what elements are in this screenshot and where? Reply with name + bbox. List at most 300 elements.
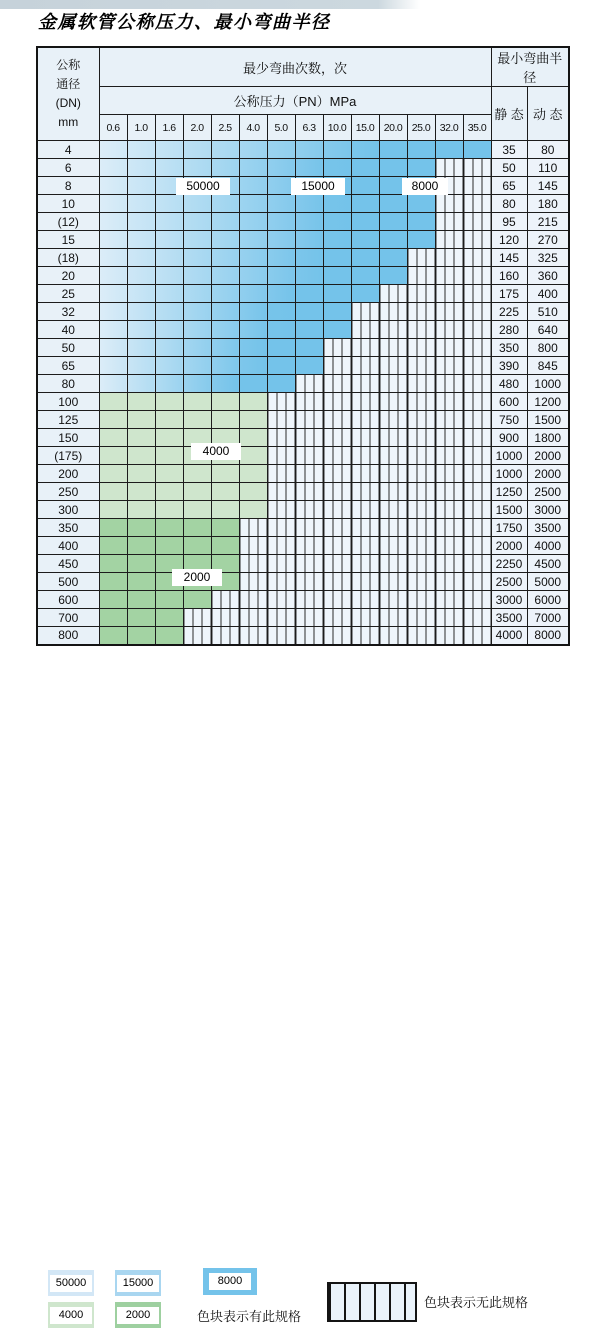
pressure-tick: 4.0 xyxy=(239,115,267,141)
spec-cell-available xyxy=(239,339,267,357)
spec-cell-available xyxy=(379,267,407,285)
static-radius-value: 2000 xyxy=(491,537,527,555)
spec-cell-available xyxy=(99,555,127,573)
page-title: 金属软管公称压力、最小弯曲半径 xyxy=(38,12,331,33)
table-row xyxy=(37,411,569,429)
static-radius-value: 390 xyxy=(491,357,527,375)
spec-cell-unavailable xyxy=(407,537,435,555)
spec-cell-available xyxy=(127,249,155,267)
spec-cell-available xyxy=(127,375,155,393)
static-radius-value: 225 xyxy=(491,303,527,321)
pressure-spec-table xyxy=(36,46,570,646)
static-radius-value: 2500 xyxy=(491,573,527,591)
spec-cell-unavailable xyxy=(435,339,463,357)
table-row xyxy=(37,519,569,537)
spec-cell-available xyxy=(99,141,127,159)
spec-cell-available xyxy=(211,303,239,321)
spec-cell-available xyxy=(99,195,127,213)
spec-cell-available xyxy=(295,321,323,339)
table-row xyxy=(37,303,569,321)
spec-cell-available xyxy=(211,249,239,267)
spec-cell-unavailable xyxy=(351,609,379,627)
spec-cell-available xyxy=(323,141,351,159)
dn-value: 4 xyxy=(37,141,99,159)
dynamic-radius-value: 400 xyxy=(527,285,569,303)
spec-cell-available xyxy=(155,393,183,411)
spec-cell-unavailable xyxy=(295,411,323,429)
spec-cell-available xyxy=(155,447,183,465)
spec-cell-unavailable xyxy=(435,159,463,177)
spec-cell-unavailable xyxy=(351,519,379,537)
dn-value: 10 xyxy=(37,195,99,213)
legend-swatch xyxy=(48,1270,94,1296)
spec-cell-available xyxy=(295,231,323,249)
dynamic-radius-value: 1000 xyxy=(527,375,569,393)
spec-cell-available xyxy=(99,267,127,285)
spec-cell-available xyxy=(407,159,435,177)
spec-cell-available xyxy=(155,303,183,321)
dn-value: 200 xyxy=(37,465,99,483)
spec-cell-unavailable xyxy=(463,519,491,537)
spec-cell-available xyxy=(99,537,127,555)
spec-cell-unavailable xyxy=(295,465,323,483)
dn-value: 100 xyxy=(37,393,99,411)
spec-cell-available xyxy=(211,231,239,249)
spec-cell-available xyxy=(295,267,323,285)
dn-value: 400 xyxy=(37,537,99,555)
spec-cell-unavailable xyxy=(407,465,435,483)
spec-cell-unavailable xyxy=(435,285,463,303)
spec-cell-available xyxy=(351,195,379,213)
spec-cell-unavailable xyxy=(379,519,407,537)
spec-cell-unavailable xyxy=(267,537,295,555)
dynamic-radius-value: 80 xyxy=(527,141,569,159)
spec-cell-unavailable xyxy=(463,357,491,375)
spec-cell-unavailable xyxy=(323,483,351,501)
spec-cell-unavailable xyxy=(407,555,435,573)
spec-cell-unavailable xyxy=(463,537,491,555)
spec-cell-unavailable xyxy=(351,447,379,465)
spec-cell-unavailable xyxy=(267,465,295,483)
spec-cell-unavailable xyxy=(267,447,295,465)
table-row xyxy=(37,357,569,375)
dn-value: 6 xyxy=(37,159,99,177)
spec-cell-available xyxy=(239,375,267,393)
bend-radius-header: 最小弯曲半径 xyxy=(491,47,569,87)
spec-cell-unavailable xyxy=(351,429,379,447)
spec-cell-available xyxy=(211,357,239,375)
table-row xyxy=(37,447,569,465)
spec-cell-available xyxy=(239,249,267,267)
spec-cell-available xyxy=(211,519,239,537)
dn-value: 300 xyxy=(37,501,99,519)
pressure-tick: 2.5 xyxy=(211,115,239,141)
dynamic-radius-value: 4500 xyxy=(527,555,569,573)
static-radius-value: 2250 xyxy=(491,555,527,573)
spec-cell-available xyxy=(239,411,267,429)
pressure-tick: 1.6 xyxy=(155,115,183,141)
spec-cell-unavailable xyxy=(407,267,435,285)
spec-cell-available xyxy=(295,357,323,375)
dn-value: 250 xyxy=(37,483,99,501)
table-row xyxy=(37,555,569,573)
spec-cell-available xyxy=(127,267,155,285)
spec-cell-unavailable xyxy=(435,573,463,591)
spec-cell-unavailable xyxy=(463,339,491,357)
spec-cell-unavailable xyxy=(267,573,295,591)
spec-cell-available xyxy=(99,159,127,177)
spec-cell-available xyxy=(239,267,267,285)
pressure-tick: 20.0 xyxy=(379,115,407,141)
static-radius-value: 1000 xyxy=(491,465,527,483)
spec-cell-available xyxy=(295,303,323,321)
spec-cell-available xyxy=(99,375,127,393)
spec-cell-available xyxy=(155,519,183,537)
spec-cell-unavailable xyxy=(379,303,407,321)
spec-cell-unavailable xyxy=(267,411,295,429)
spec-cell-unavailable xyxy=(323,609,351,627)
spec-cell-available xyxy=(267,141,295,159)
spec-cell-available xyxy=(351,213,379,231)
spec-cell-available xyxy=(407,141,435,159)
spec-cell-available xyxy=(295,213,323,231)
spec-cell-available xyxy=(239,465,267,483)
dn-value: 32 xyxy=(37,303,99,321)
spec-cell-available xyxy=(127,177,155,195)
dynamic-radius-value: 110 xyxy=(527,159,569,177)
spec-cell-unavailable xyxy=(351,411,379,429)
spec-cell-available xyxy=(127,303,155,321)
spec-cell-available xyxy=(211,501,239,519)
dn-value: (12) xyxy=(37,213,99,231)
static-radius-value: 3000 xyxy=(491,591,527,609)
spec-cell-available xyxy=(155,339,183,357)
spec-cell-unavailable xyxy=(407,321,435,339)
spec-cell-available xyxy=(239,177,267,195)
spec-cell-unavailable xyxy=(379,555,407,573)
spec-cell-available xyxy=(239,501,267,519)
spec-cell-unavailable xyxy=(407,591,435,609)
spec-cell-available xyxy=(155,609,183,627)
spec-cell-unavailable xyxy=(407,411,435,429)
legend-swatch-label: 50000 xyxy=(50,1275,92,1292)
spec-cell-available xyxy=(155,411,183,429)
spec-cell-available xyxy=(323,303,351,321)
spec-cell-available xyxy=(267,195,295,213)
static-radius-value: 480 xyxy=(491,375,527,393)
static-radius-value: 1500 xyxy=(491,501,527,519)
spec-cell-available xyxy=(127,483,155,501)
spec-cell-available xyxy=(183,213,211,231)
spec-cell-unavailable xyxy=(379,537,407,555)
spec-cell-available xyxy=(99,609,127,627)
spec-cell-available xyxy=(211,537,239,555)
spec-cell-unavailable xyxy=(379,357,407,375)
spec-cell-available xyxy=(267,267,295,285)
spec-cell-unavailable xyxy=(463,213,491,231)
spec-cell-available xyxy=(183,231,211,249)
static-column-header: 静 态 xyxy=(491,87,527,141)
spec-cell-unavailable xyxy=(435,501,463,519)
legend-swatch-label: 15000 xyxy=(117,1275,159,1292)
spec-cell-unavailable xyxy=(379,375,407,393)
spec-cell-available xyxy=(435,141,463,159)
spec-cell-unavailable xyxy=(295,393,323,411)
spec-cell-unavailable xyxy=(407,249,435,267)
spec-cell-unavailable xyxy=(463,285,491,303)
spec-cell-available xyxy=(211,267,239,285)
spec-cell-available xyxy=(127,357,155,375)
dynamic-radius-value: 1500 xyxy=(527,411,569,429)
spec-cell-available xyxy=(211,285,239,303)
spec-cell-available xyxy=(351,285,379,303)
spec-cell-available xyxy=(267,213,295,231)
table-row xyxy=(37,195,569,213)
spec-cell-available xyxy=(183,195,211,213)
spec-cell-available xyxy=(239,303,267,321)
spec-cell-unavailable xyxy=(463,195,491,213)
spec-cell-available xyxy=(99,321,127,339)
spec-cell-available xyxy=(155,429,183,447)
dn-value: 150 xyxy=(37,429,99,447)
dynamic-radius-value: 3500 xyxy=(527,519,569,537)
header-row-1 xyxy=(37,47,569,87)
spec-cell-available xyxy=(323,213,351,231)
spec-cell-unavailable xyxy=(407,357,435,375)
spec-cell-available xyxy=(155,483,183,501)
spec-cell-available xyxy=(155,213,183,231)
dynamic-radius-value: 2000 xyxy=(527,465,569,483)
legend xyxy=(0,630,600,1324)
table-row xyxy=(37,375,569,393)
static-radius-value: 600 xyxy=(491,393,527,411)
spec-cell-available xyxy=(351,249,379,267)
dynamic-radius-value: 145 xyxy=(527,177,569,195)
spec-cell-available xyxy=(407,195,435,213)
spec-cell-unavailable xyxy=(323,375,351,393)
spec-cell-available xyxy=(183,411,211,429)
spec-cell-available xyxy=(127,447,155,465)
spec-cell-unavailable xyxy=(463,465,491,483)
spec-cell-unavailable xyxy=(435,321,463,339)
spec-cell-unavailable xyxy=(267,519,295,537)
table-row xyxy=(37,483,569,501)
spec-cell-available xyxy=(99,465,127,483)
spec-cell-available xyxy=(127,213,155,231)
spec-cell-available xyxy=(183,339,211,357)
spec-cell-unavailable xyxy=(463,177,491,195)
spec-cell-unavailable xyxy=(463,267,491,285)
legend-swatch-label: 4000 xyxy=(50,1307,92,1324)
spec-cell-unavailable xyxy=(239,573,267,591)
nominal-pressure-header: 公称压力（PN）MPa xyxy=(99,87,491,115)
spec-cell-unavailable xyxy=(463,159,491,177)
spec-cell-unavailable xyxy=(267,555,295,573)
legend-has-spec-text: 色块表示有此规格 xyxy=(197,1309,302,1324)
spec-cell-unavailable xyxy=(435,249,463,267)
dn-value: 350 xyxy=(37,519,99,537)
spec-cell-available xyxy=(239,357,267,375)
spec-cell-unavailable xyxy=(351,303,379,321)
table-row xyxy=(37,231,569,249)
spec-cell-available xyxy=(127,393,155,411)
spec-cell-available xyxy=(323,285,351,303)
spec-cell-unavailable xyxy=(323,501,351,519)
dynamic-radius-value: 180 xyxy=(527,195,569,213)
spec-cell-unavailable xyxy=(435,213,463,231)
dynamic-radius-value: 1800 xyxy=(527,429,569,447)
spec-cell-unavailable xyxy=(435,591,463,609)
spec-cell-unavailable xyxy=(463,231,491,249)
spec-cell-unavailable xyxy=(323,429,351,447)
spec-cell-unavailable xyxy=(267,501,295,519)
spec-cell-unavailable xyxy=(295,429,323,447)
spec-cell-unavailable xyxy=(295,573,323,591)
spec-cell-unavailable xyxy=(407,483,435,501)
spec-cell-unavailable xyxy=(351,483,379,501)
dynamic-column-header: 动 态 xyxy=(527,87,569,141)
spec-cell-available xyxy=(323,267,351,285)
spec-cell-available xyxy=(127,573,155,591)
dynamic-radius-value: 800 xyxy=(527,339,569,357)
spec-table-container xyxy=(36,46,570,646)
spec-cell-available xyxy=(155,591,183,609)
dn-column-header xyxy=(37,47,99,141)
dynamic-radius-value: 1200 xyxy=(527,393,569,411)
spec-cell-available xyxy=(183,285,211,303)
spec-cell-available xyxy=(295,159,323,177)
pressure-tick: 35.0 xyxy=(463,115,491,141)
pressure-tick: 15.0 xyxy=(351,115,379,141)
spec-cell-available xyxy=(127,537,155,555)
dynamic-radius-value: 2500 xyxy=(527,483,569,501)
spec-cell-available xyxy=(99,303,127,321)
spec-cell-unavailable xyxy=(379,321,407,339)
dynamic-radius-value: 640 xyxy=(527,321,569,339)
spec-cell-unavailable xyxy=(435,555,463,573)
spec-cell-available xyxy=(183,357,211,375)
spec-cell-available xyxy=(155,231,183,249)
spec-cell-available xyxy=(127,231,155,249)
spec-cell-available xyxy=(379,213,407,231)
spec-cell-unavailable xyxy=(463,303,491,321)
spec-cell-unavailable xyxy=(351,339,379,357)
dynamic-radius-value: 4000 xyxy=(527,537,569,555)
cycle-count-label: 2000 xyxy=(172,569,222,586)
cycle-count-label: 15000 xyxy=(291,178,345,195)
dn-value: 600 xyxy=(37,591,99,609)
table-row xyxy=(37,321,569,339)
spec-cell-available xyxy=(183,591,211,609)
dn-value: 65 xyxy=(37,357,99,375)
spec-cell-unavailable xyxy=(295,501,323,519)
spec-cell-available xyxy=(211,483,239,501)
spec-cell-available xyxy=(211,195,239,213)
spec-cell-unavailable xyxy=(351,357,379,375)
static-radius-value: 1750 xyxy=(491,519,527,537)
pressure-tick: 1.0 xyxy=(127,115,155,141)
spec-cell-available xyxy=(127,321,155,339)
spec-cell-unavailable xyxy=(407,339,435,357)
spec-cell-unavailable xyxy=(407,447,435,465)
spec-cell-unavailable xyxy=(323,519,351,537)
spec-cell-available xyxy=(323,231,351,249)
dn-value: 80 xyxy=(37,375,99,393)
spec-cell-unavailable xyxy=(435,357,463,375)
spec-cell-available xyxy=(155,537,183,555)
spec-cell-available xyxy=(183,465,211,483)
legend-swatch xyxy=(115,1302,161,1328)
spec-cell-unavailable xyxy=(211,591,239,609)
spec-cell-unavailable xyxy=(463,483,491,501)
spec-cell-available xyxy=(239,321,267,339)
spec-cell-unavailable xyxy=(323,537,351,555)
spec-cell-available xyxy=(127,591,155,609)
spec-cell-unavailable xyxy=(295,537,323,555)
spec-cell-available xyxy=(183,537,211,555)
dynamic-radius-value: 215 xyxy=(527,213,569,231)
spec-cell-available xyxy=(155,357,183,375)
spec-cell-unavailable xyxy=(379,609,407,627)
dynamic-radius-value: 510 xyxy=(527,303,569,321)
spec-cell-available xyxy=(267,339,295,357)
spec-cell-available xyxy=(127,609,155,627)
spec-cell-available xyxy=(183,267,211,285)
static-radius-value: 900 xyxy=(491,429,527,447)
spec-cell-unavailable xyxy=(463,249,491,267)
spec-cell-available xyxy=(183,393,211,411)
table-row xyxy=(37,429,569,447)
table-row xyxy=(37,339,569,357)
spec-cell-unavailable xyxy=(463,555,491,573)
spec-cell-unavailable xyxy=(379,447,407,465)
spec-cell-unavailable xyxy=(379,591,407,609)
spec-cell-unavailable xyxy=(435,465,463,483)
spec-cell-available xyxy=(267,303,295,321)
table-row xyxy=(37,141,569,159)
static-radius-value: 350 xyxy=(491,339,527,357)
spec-cell-available xyxy=(211,321,239,339)
legend-swatch xyxy=(115,1270,161,1296)
spec-cell-available xyxy=(267,375,295,393)
spec-cell-available xyxy=(211,465,239,483)
spec-cell-unavailable xyxy=(295,447,323,465)
spec-cell-available xyxy=(323,249,351,267)
spec-cell-unavailable xyxy=(379,411,407,429)
spec-cell-available xyxy=(99,393,127,411)
spec-cell-available xyxy=(295,249,323,267)
dn-value: 450 xyxy=(37,555,99,573)
spec-cell-available xyxy=(99,357,127,375)
spec-cell-available xyxy=(99,231,127,249)
table-row xyxy=(37,501,569,519)
spec-cell-unavailable xyxy=(351,465,379,483)
spec-cell-unavailable xyxy=(463,393,491,411)
spec-cell-available xyxy=(295,141,323,159)
spec-cell-unavailable xyxy=(407,285,435,303)
spec-cell-unavailable xyxy=(295,591,323,609)
spec-cell-available xyxy=(183,501,211,519)
static-radius-value: 4000 xyxy=(491,627,527,645)
spec-cell-unavailable xyxy=(239,555,267,573)
spec-cell-available xyxy=(155,321,183,339)
spec-cell-available xyxy=(183,375,211,393)
spec-cell-unavailable xyxy=(295,483,323,501)
spec-cell-available xyxy=(99,249,127,267)
cycle-count-label: 4000 xyxy=(191,443,241,460)
dn-value: 20 xyxy=(37,267,99,285)
spec-cell-unavailable xyxy=(295,609,323,627)
